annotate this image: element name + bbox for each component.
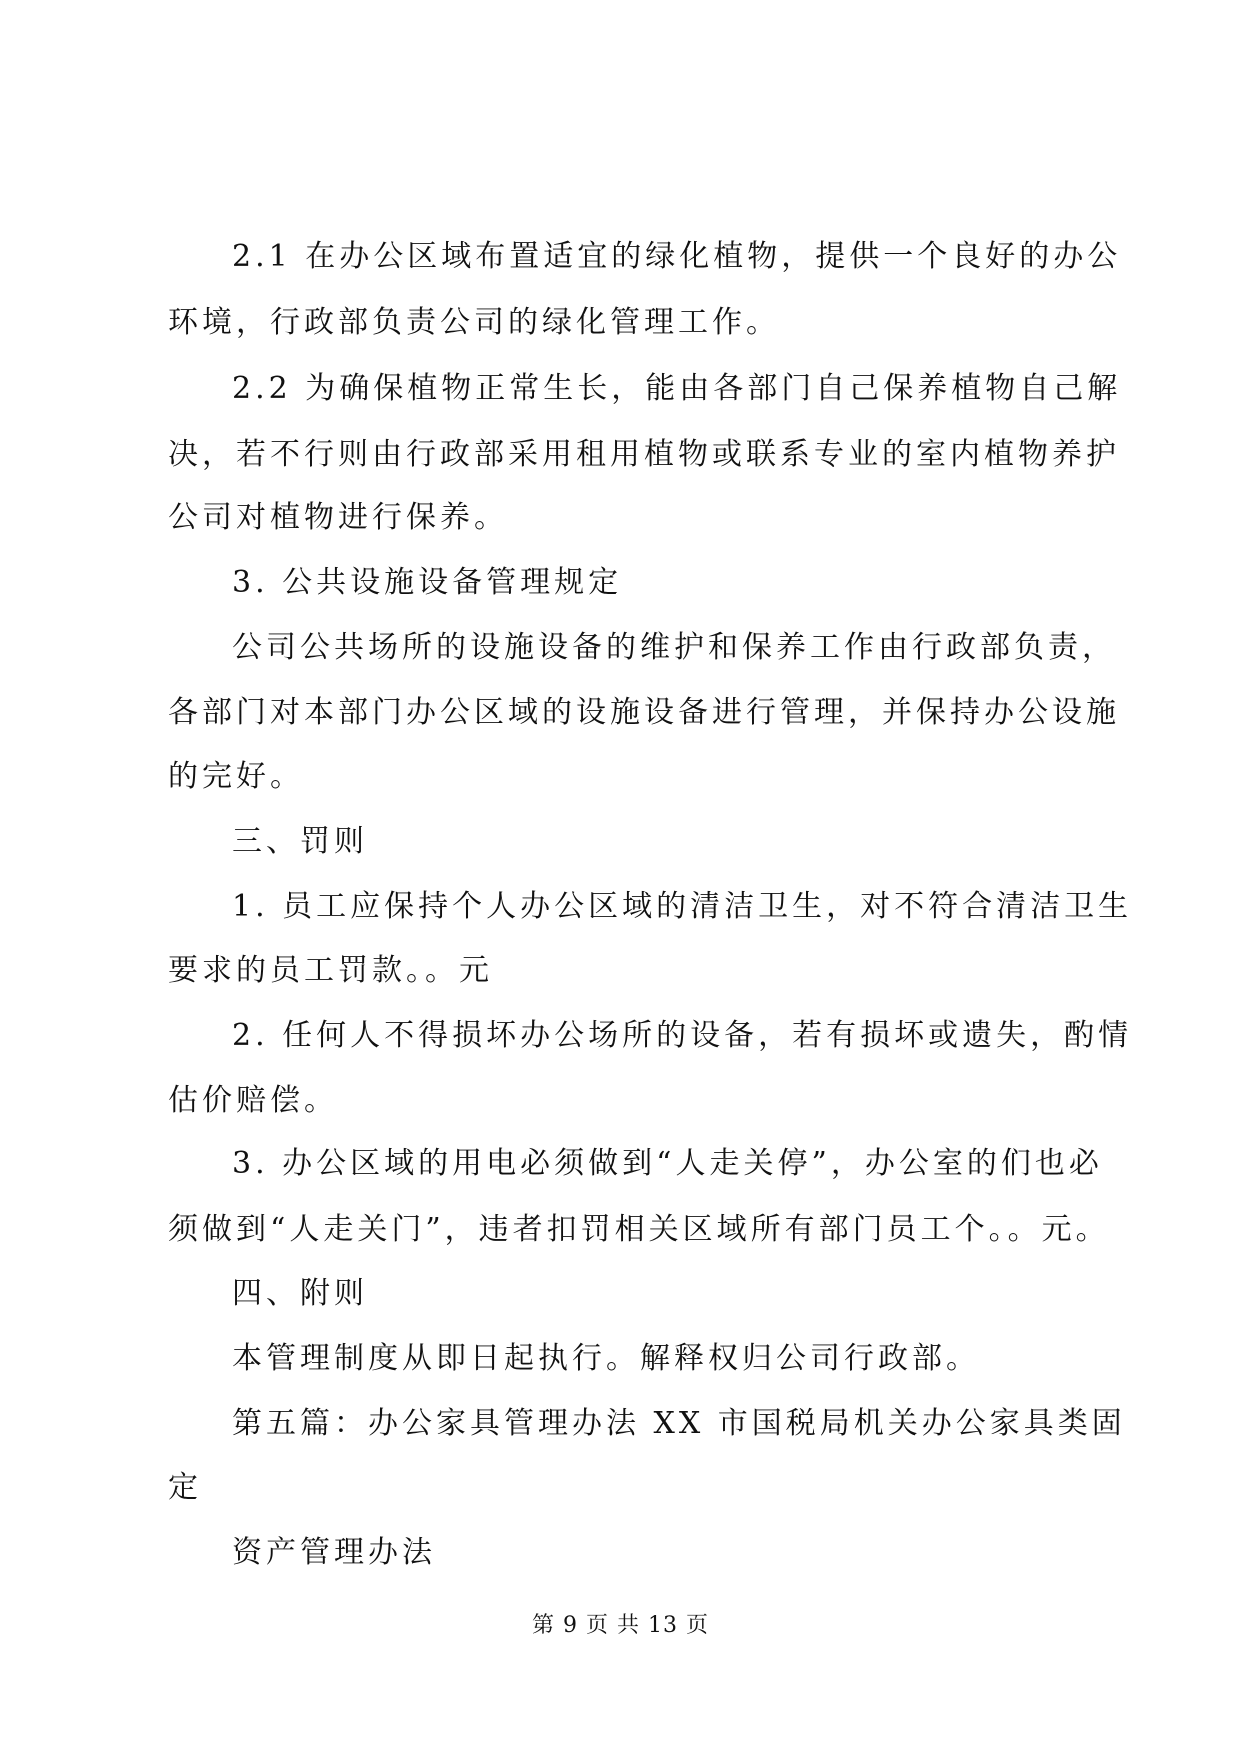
paragraph-line: 须做到“人走关门”，违者扣罚相关区域所有部门员工个。。元。 (168, 1212, 1110, 1247)
paragraph-line: 资产管理办法 (232, 1535, 436, 1570)
paragraph-line: 2.1 在办公区域布置适宜的绿化植物，提供一个良好的办公 (232, 239, 1122, 274)
paragraph-line: 本管理制度从即日起执行。解释权归公司行政部。 (232, 1341, 980, 1376)
paragraph-line: 第五篇：办公家具管理办法 XX 市国税局机关办公家具类固 (232, 1406, 1126, 1441)
paragraph-line: 1. 员工应保持个人办公区域的清洁卫生，对不符合清洁卫生 (232, 889, 1133, 924)
paragraph-line: 3. 办公区域的用电必须做到“人走关停”，办公室的们也必 (232, 1146, 1103, 1181)
paragraph-line: 公司公共场所的设施设备的维护和保养工作由行政部负责， (232, 630, 1116, 665)
paragraph-line: 各部门对本部门办公区域的设施设备进行管理，并保持办公设施 (168, 695, 1120, 730)
paragraph-line: 公司对植物进行保养。 (168, 500, 508, 535)
section-heading: 三、罚则 (232, 824, 368, 859)
section-heading: 3. 公共设施设备管理规定 (232, 565, 623, 600)
paragraph-line: 决，若不行则由行政部采用租用植物或联系专业的室内植物养护 (168, 437, 1120, 472)
paragraph-line: 要求的员工罚款。。元 (168, 953, 493, 988)
paragraph-line: 估价赔偿。 (168, 1083, 338, 1118)
paragraph-line: 定 (168, 1470, 202, 1505)
paragraph-line: 的完好。 (168, 759, 304, 794)
section-heading: 四、附则 (232, 1276, 368, 1311)
paragraph-line: 2. 任何人不得损坏办公场所的设备，若有损坏或遗失，酌情 (232, 1018, 1133, 1053)
paragraph-line: 环境，行政部负责公司的绿化管理工作。 (168, 305, 780, 340)
page-number-footer: 第 9 页 共 13 页 (532, 1613, 709, 1638)
paragraph-line: 2.2 为确保植物正常生长，能由各部门自己保养植物自己解 (232, 371, 1122, 406)
